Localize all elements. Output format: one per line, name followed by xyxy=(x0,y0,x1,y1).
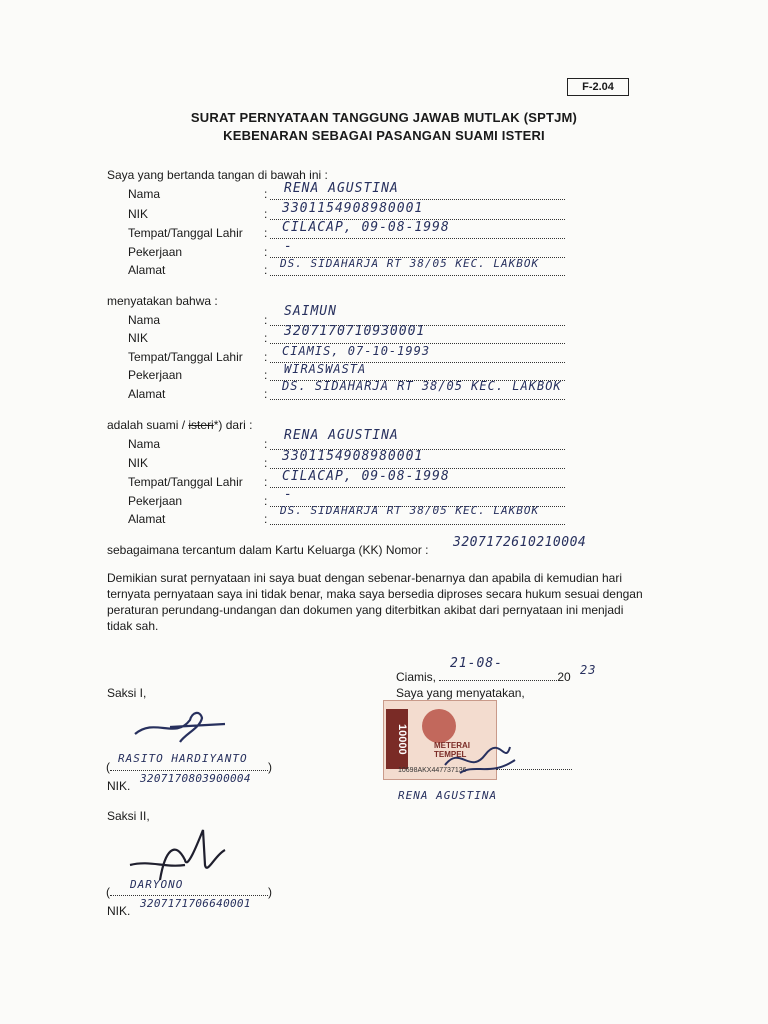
label-ttl-2: Tempat/Tanggal Lahir xyxy=(128,350,243,364)
declarant-name: RENA AGUSTINA xyxy=(284,181,399,196)
label-pekerjaan-3: Pekerjaan xyxy=(128,494,183,508)
label-pekerjaan-1: Pekerjaan xyxy=(128,245,183,259)
witness2-name-line: ( ) xyxy=(106,885,272,899)
witness1-caption: Saksi I, xyxy=(107,686,147,700)
relation-prefix: adalah suami / xyxy=(107,418,189,432)
dotted-line xyxy=(270,238,565,239)
dotted-line xyxy=(270,275,565,276)
husband-alamat: DS. SIDAHARJA RT 38/05 KEC. LAKBOK xyxy=(282,379,562,393)
label-nama-2: Nama xyxy=(128,313,161,327)
dotted-line xyxy=(270,399,565,400)
relation-suffix: *) dari : xyxy=(213,418,253,432)
label-alamat-1: Alamat xyxy=(128,263,166,277)
declarant-signature xyxy=(440,735,520,785)
declarant-alamat: DS. SIDAHARJA RT 38/05 KEC. LAKBOK xyxy=(280,257,540,270)
relation-struck-word: isteri xyxy=(188,418,214,432)
colon: : xyxy=(264,387,268,401)
spouse-nik: 3301154908980001 xyxy=(282,449,424,464)
stamp-value: 10000 xyxy=(386,709,408,769)
witness1-name-line: ( ) xyxy=(106,760,272,774)
dotted-line xyxy=(270,487,565,488)
kk-number: 3207172610210004 xyxy=(453,535,587,550)
witness2-nik-label: NIK. xyxy=(107,904,131,918)
colon: : xyxy=(264,263,268,277)
witness1-name: RASITO HARDIYANTO xyxy=(118,752,248,765)
label-ttl-1: Tempat/Tanggal Lahir xyxy=(128,226,243,240)
witness1-signature xyxy=(130,702,230,752)
witness2-name: DARYONO xyxy=(130,878,184,891)
label-nama-3: Nama xyxy=(128,437,161,451)
colon: : xyxy=(264,456,268,470)
witness1-nik-label: NIK. xyxy=(107,779,131,793)
declarant-signed-name: RENA AGUSTINA xyxy=(398,789,498,802)
colon: : xyxy=(264,313,268,327)
stamp-text: METERAI TEMPEL xyxy=(434,741,470,759)
document-subtitle: KEBENARAN SEBAGAI PASANGAN SUAMI ISTERI xyxy=(223,128,545,143)
colon: : xyxy=(264,331,268,345)
label-nama-1: Nama xyxy=(128,187,161,201)
date-handwritten: 21-08- xyxy=(450,656,503,671)
spouse-name: RENA AGUSTINA xyxy=(284,428,399,443)
year-prefix: 20 xyxy=(557,670,571,684)
colon: : xyxy=(264,350,268,364)
husband-pekerjaan: WIRASWASTA xyxy=(284,362,367,376)
stamp-serial: 10698AKX447737136 xyxy=(398,767,467,774)
dotted-line xyxy=(270,199,565,200)
label-ttl-3: Tempat/Tanggal Lahir xyxy=(128,475,243,489)
husband-name: SAIMUN xyxy=(284,304,337,319)
colon: : xyxy=(264,207,268,221)
colon: : xyxy=(264,368,268,382)
year-handwritten: 23 xyxy=(580,663,597,677)
colon: : xyxy=(264,494,268,508)
colon: : xyxy=(264,437,268,451)
label-nik-3: NIK xyxy=(128,456,149,470)
declarant-pekerjaan: - xyxy=(284,239,293,254)
label-nik-2: NIK xyxy=(128,331,149,345)
witness2-nik: 3207171706640001 xyxy=(140,897,251,910)
spouse-pekerjaan: - xyxy=(284,487,293,502)
intro-text: Saya yang bertanda tangan di bawah ini : xyxy=(107,168,328,182)
declarant-ttl: CILACAP, 09-08-1998 xyxy=(282,220,450,235)
statement-intro: menyatakan bahwa : xyxy=(107,294,218,308)
dotted-line xyxy=(270,524,565,525)
declarant-nik: 3301154908980001 xyxy=(282,201,424,216)
colon: : xyxy=(264,512,268,526)
form-code: F-2.04 xyxy=(567,78,629,96)
spouse-alamat: DS. SIDAHARJA RT 38/05 KEC. LAKBOK xyxy=(280,504,540,517)
colon: : xyxy=(264,475,268,489)
colon: : xyxy=(264,226,268,240)
place-date xyxy=(396,670,571,684)
document-title: SURAT PERNYATAAN TANGGUNG JAWAB MUTLAK (SPTJM) xyxy=(190,110,578,125)
witness2-caption: Saksi II, xyxy=(107,809,150,823)
kk-label: sebagaimana tercantum dalam Kartu Keluarga (KK) Nomor : xyxy=(107,543,429,557)
declarant-caption: Saya yang menyatakan, xyxy=(396,686,525,700)
husband-nik: 3207170710930001 xyxy=(284,324,426,339)
closing-paragraph: Demikian surat pernyataan ini saya buat dengan sebenar-benarnya dan apabila di kemudian hari ternyata pernyataan saya ini tidak benar, maka saya bersedia diproses secara hukum sesuai dengan peraturan perundang-undangan dan dokumen yang diterbitkan akibat dari pernyataan ini menjadi tidak sah. xyxy=(107,571,643,633)
label-pekerjaan-2: Pekerjaan xyxy=(128,368,183,382)
relation-intro xyxy=(107,418,252,432)
colon: : xyxy=(264,187,268,201)
place-prefix: Ciamis, xyxy=(396,670,440,684)
spouse-ttl: CILACAP, 09-08-1998 xyxy=(282,469,450,484)
witness1-nik: 3207170803900004 xyxy=(140,772,251,785)
label-alamat-2: Alamat xyxy=(128,387,166,401)
label-nik-1: NIK xyxy=(128,207,149,221)
label-alamat-3: Alamat xyxy=(128,512,166,526)
husband-ttl: CIAMIS, 07-10-1993 xyxy=(282,344,431,358)
colon: : xyxy=(264,245,268,259)
